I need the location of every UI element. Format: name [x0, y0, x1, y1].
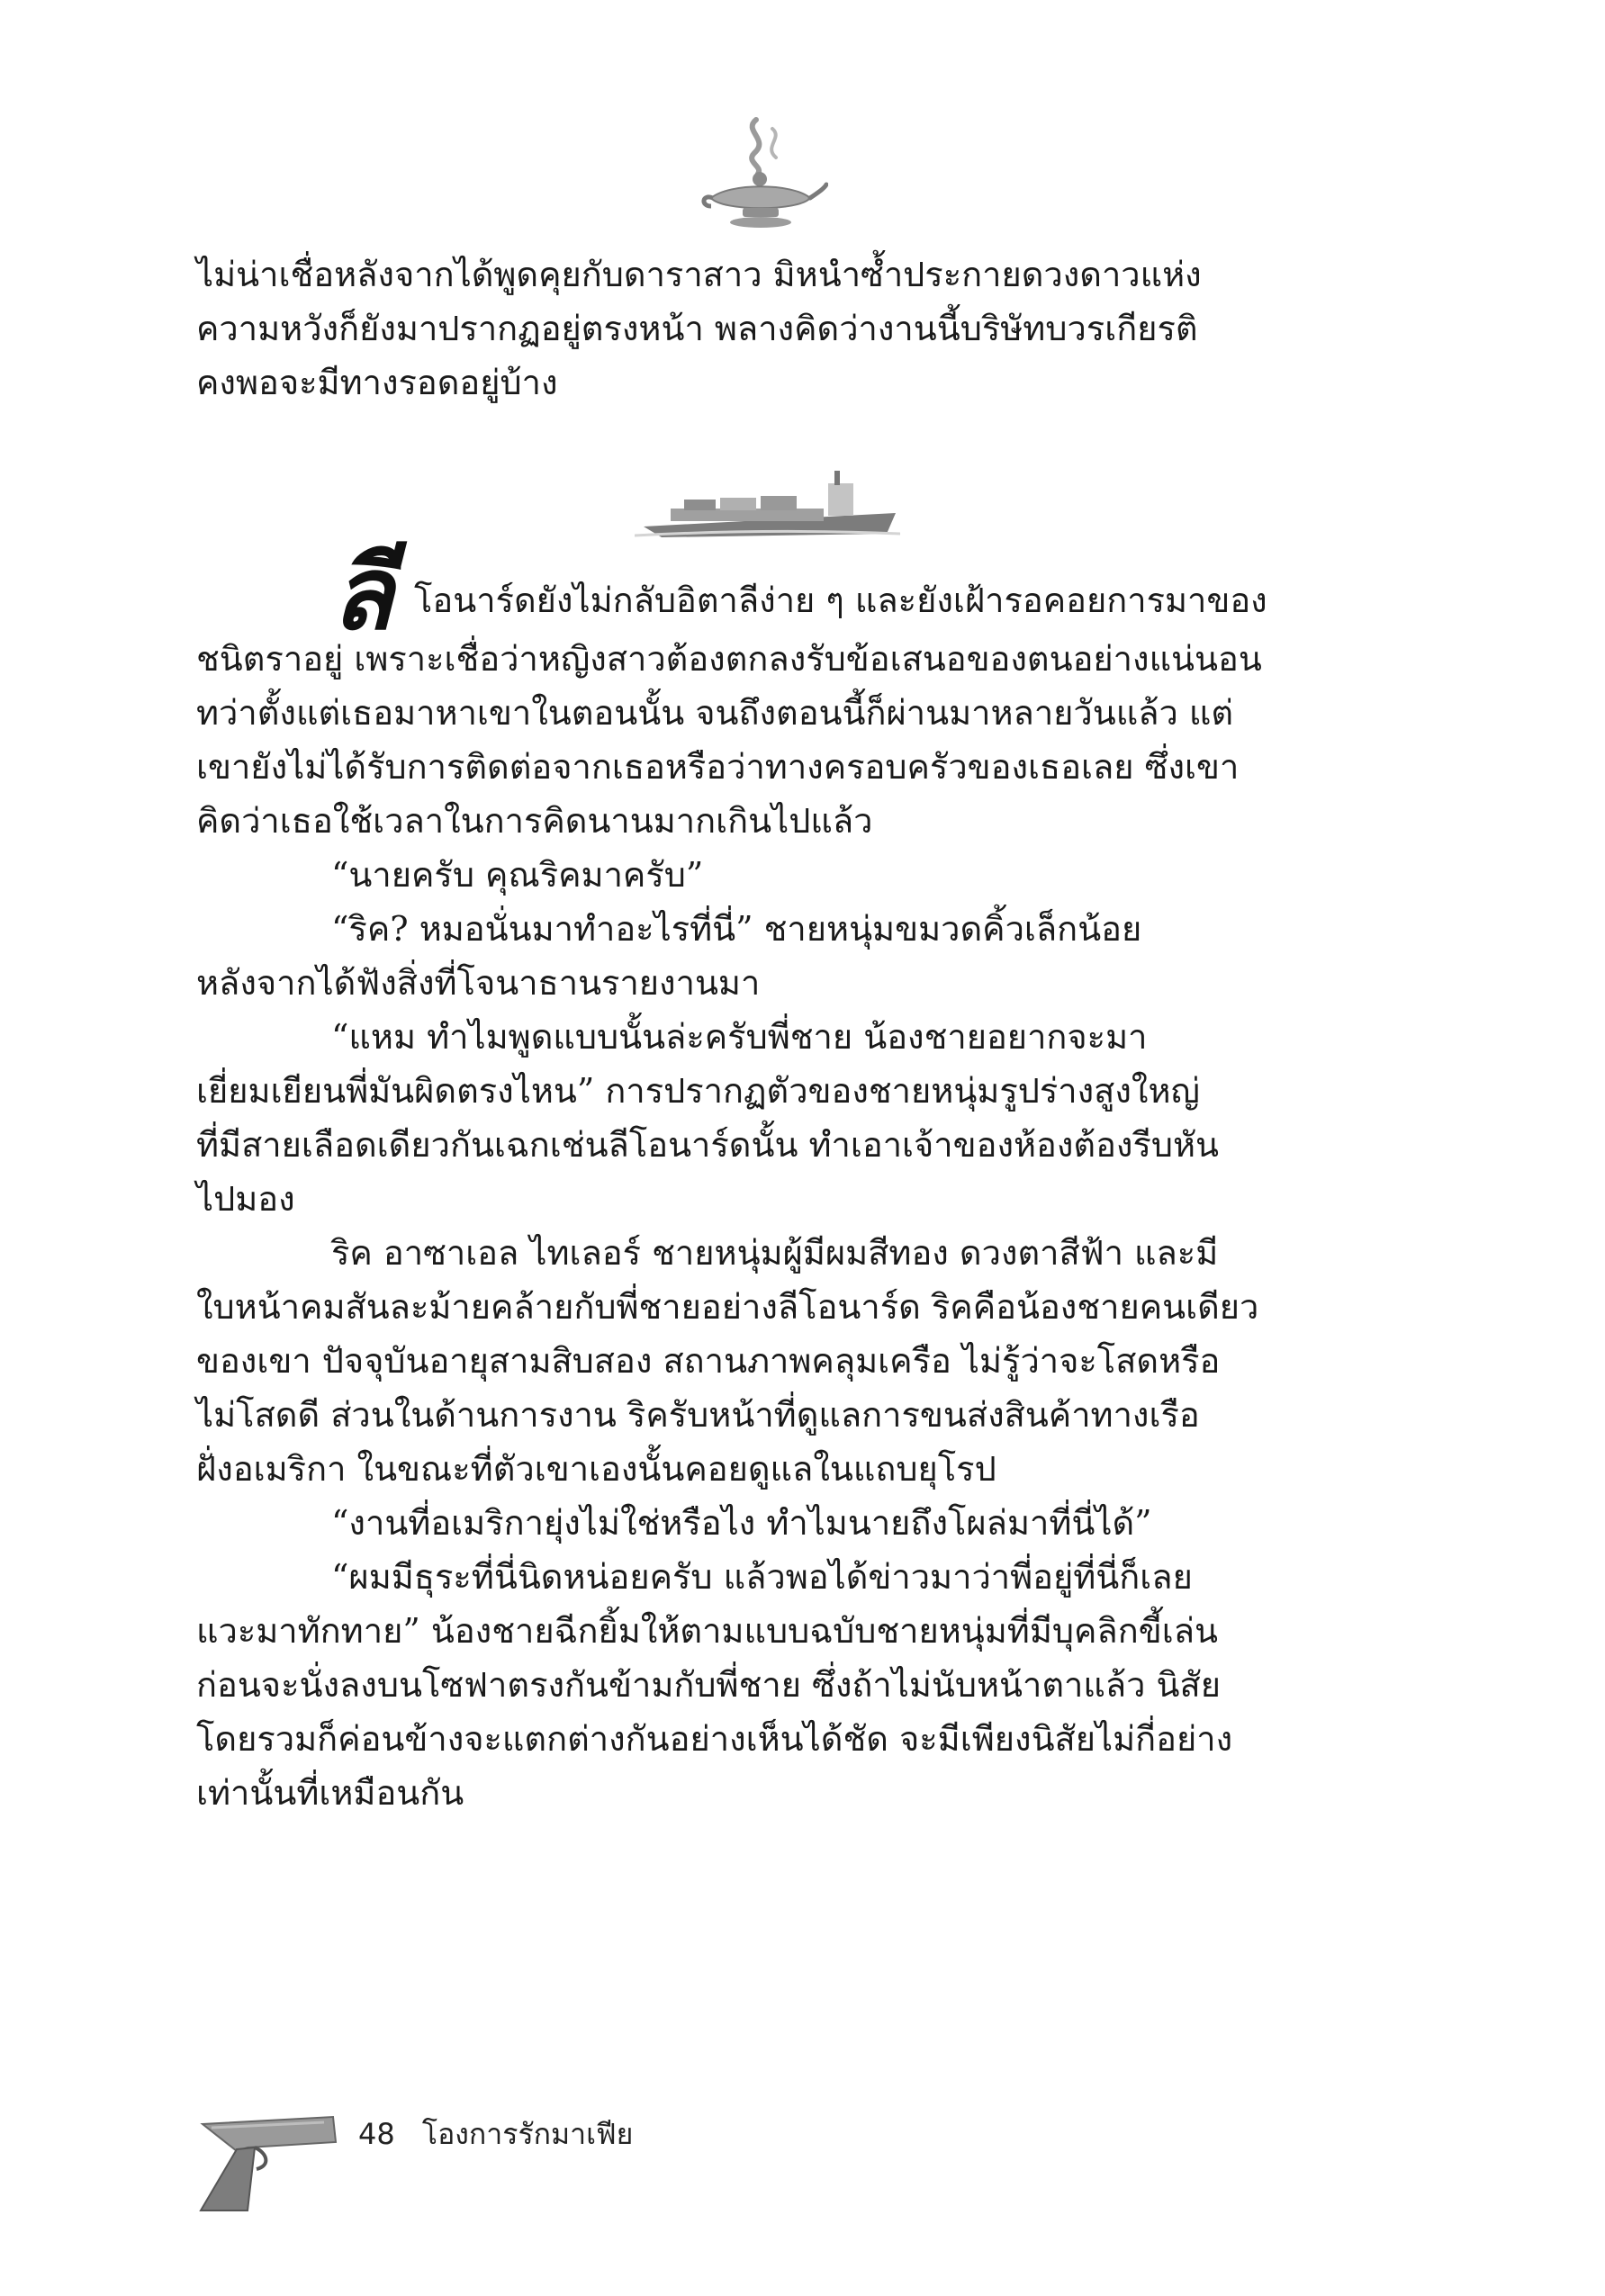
intro-paragraph — [196, 248, 1332, 410]
cargo-ship-icon — [635, 464, 900, 540]
body-line: โดยรวมก็ค่อนข้างจะแตกต่างกันอย่างเห็นได้ชัด จะมีเพียงนิสัยไม่กี่อย่าง — [196, 1719, 1233, 1759]
body-line: “ผมมีธุระที่นี่นิดหน่อยครับ แล้วพอได้ข่าวมาว่าพี่อยู่ที่นี่ก็เลย — [331, 1557, 1193, 1597]
body-line: หลังจากได้ฟังสิ่งที่โจนาธานรายงานมา — [196, 963, 761, 1003]
body-line: ริค อาซาเอล ไทเลอร์ ชายหนุ่มผู้มีผมสีทอง ดวงตาสีฟ้า และมี — [331, 1233, 1219, 1273]
body-line: “งานที่อเมริกายุ่งไม่ใช่หรือไง ทำไมนายถึงโผล่มาที่นี่ได้” — [331, 1503, 1152, 1543]
body-line: โอนาร์ดยังไม่กลับอิตาลีง่าย ๆ และยังเฝ้ารอคอยการมาของ — [414, 581, 1267, 620]
intro-line: ความหวังก็ยังมาปรากฏอยู่ตรงหน้า พลางคิดว่างานนี้บริษัทบวรเกียรติ — [196, 309, 1198, 348]
body-line: เขายังไม่ได้รับการติดต่อจากเธอหรือว่าทางครอบครัวของเธอเลย ซึ่งเขา — [196, 747, 1240, 787]
body-line: “แหม ทำไมพูดแบบนั้นล่ะครับพี่ชาย น้องชายอยากจะมา — [331, 1017, 1148, 1057]
body-line: แวะมาทักทาย” น้องชายฉีกยิ้มให้ตามแบบฉบับชายหนุ่มที่มีบุคลิกขี้เล่น — [196, 1611, 1218, 1651]
drop-cap-line — [196, 535, 1332, 653]
body-line: ใบหน้าคมสันละม้ายคล้ายกับพี่ชายอย่างลีโอนาร์ด ริคคือน้องชายคนเดียว — [196, 1287, 1259, 1327]
main-body — [196, 535, 1332, 1820]
pistol-icon — [185, 2106, 342, 2214]
drop-cap: ลี — [331, 535, 393, 653]
body-line: คิดว่าเธอใช้เวลาในการคิดนานมากเกินไปแล้ว — [196, 801, 873, 841]
intro-line: ไม่น่าเชื่อหลังจากได้พูดคุยกับดาราสาว มิหนำซ้ำประกายดวงดาวแห่ง — [196, 255, 1202, 294]
body-line: ที่มีสายเลือดเดียวกันเฉกเช่นลีโอนาร์ดนั้น ทำเอาเจ้าของห้องต้องรีบหัน — [196, 1125, 1220, 1165]
body-line: “นายครับ คุณริคมาครับ” — [331, 855, 704, 895]
page-number: 48 — [358, 2117, 395, 2151]
body-line: ไปมอง — [196, 1179, 295, 1219]
body-line: เท่านั้นที่เหมือนกัน — [196, 1773, 464, 1813]
body-line: ก่อนจะนั่งลงบนโซฟาตรงกันข้ามกับพี่ชาย ซึ่งถ้าไม่นับหน้าตาแล้ว นิสัย — [196, 1665, 1221, 1705]
body-line: “ริค? หมอนั่นมาทำอะไรที่นี่” ชายหนุ่มขมวดคิ้วเล็กน้อย — [331, 909, 1142, 949]
page-footer — [358, 2111, 651, 2157]
body-line: ฝั่งอเมริกา ในขณะที่ตัวเขาเองนั้นคอยดูแลในแถบยุโรป — [196, 1449, 996, 1489]
body-line: ของเขา ปัจจุบันอายุสามสิบสอง สถานภาพคลุมเครือ ไม่รู้ว่าจะโสดหรือ — [196, 1341, 1221, 1381]
genie-lamp-icon — [693, 113, 828, 230]
body-line: ชนิตราอยู่ เพราะเชื่อว่าหญิงสาวต้องตกลงรับข้อเสนอของตนอย่างแน่นอน — [196, 639, 1262, 679]
body-line: ทว่าตั้งแต่เธอมาหาเขาในตอนนั้น จนถึงตอนนี้ก็ผ่านมาหลายวันแล้ว แต่ — [196, 693, 1234, 733]
book-title: โองการรักมาเฟีย — [421, 2117, 634, 2151]
intro-line: คงพอจะมีทางรอดอยู่บ้าง — [196, 363, 558, 402]
body-line: ไม่โสดดี ส่วนในด้านการงาน ริครับหน้าที่ดูแลการขนส่งสินค้าทางเรือ — [196, 1395, 1200, 1435]
body-line: เยี่ยมเยียนพี่มันผิดตรงไหน” การปรากฏตัวของชายหนุ่มรูปร่างสูงใหญ่ — [196, 1071, 1200, 1111]
